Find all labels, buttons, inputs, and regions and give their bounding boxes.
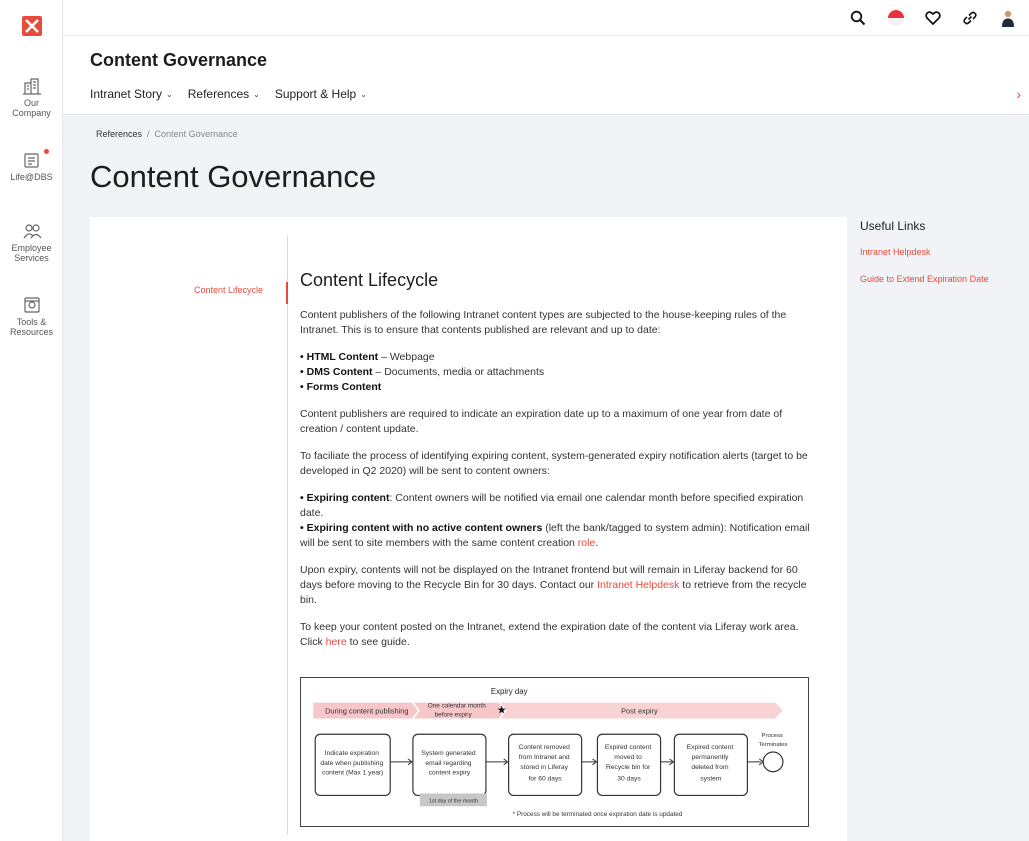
building-icon — [22, 77, 42, 95]
breadcrumb — [96, 129, 238, 139]
useful-links — [860, 219, 1020, 301]
breadcrumb-separator: / — [147, 129, 150, 139]
list-item: • Expiring content: Content owners will be notified via email one calendar month before specified expiration date. — [300, 492, 804, 519]
box-text: Content removed from Intranet and stored in Liferay for 60 days — [518, 744, 570, 783]
useful-links-title: Useful Links — [860, 219, 926, 233]
content-lifecycle-diagram — [300, 677, 809, 827]
rail-label: Tools & — [16, 317, 47, 327]
toc-active-marker — [286, 282, 288, 304]
chevron-down-icon: ⌄ — [166, 89, 173, 99]
list-item: • Forms Content — [300, 381, 382, 393]
notification-dot — [44, 149, 49, 154]
note-text: 1st day of the month — [428, 798, 478, 805]
chevron-down-icon: ⌄ — [253, 89, 260, 99]
role-link[interactable]: role — [577, 537, 596, 549]
here-link[interactable]: here — [325, 636, 347, 648]
star-icon: ★ — [496, 704, 507, 717]
section-heading: Content Lifecycle — [300, 270, 439, 290]
site-title[interactable]: Content Governance — [90, 50, 268, 70]
alerts-list — [300, 491, 810, 551]
diagram-footnote: * Process will be terminated once expiration date is updated — [512, 811, 683, 819]
link-icon[interactable] — [961, 9, 979, 27]
phase-label: During content publishing — [325, 706, 409, 716]
paragraph: Content publishers are required to indicate an expiration date up to a maximum of one year from date of creation / content update. — [300, 408, 783, 435]
main-nav — [90, 87, 382, 101]
left-rail — [0, 0, 63, 841]
paragraph: To keep your content posted on the Intranet, extend the expiration date of the content via Liferay work area. Click here to see guide. — [300, 621, 799, 648]
box-text: Expired content permanently deleted from system — [686, 744, 734, 783]
rail-label: Our — [23, 98, 39, 108]
dbs-logo-icon[interactable] — [22, 16, 42, 36]
rail-label: Employee — [11, 243, 52, 253]
list-item: • Expiring content with no active content owners (left the bank/tagged to system admin): Notification email will be sent to site members with the same content creation role. — [300, 522, 810, 549]
paragraph: Upon expiry, contents will not be displayed on the Intranet frontend but will remain in Liferay backend for 60 days before moving to the Recycle Bin for 30 days. Contact our Intranet Helpdesk to retrieve from the recycle bin. — [300, 564, 807, 606]
news-icon — [22, 151, 42, 169]
breadcrumb-current: Content Governance — [154, 129, 238, 139]
content-types-list — [300, 350, 810, 395]
phase-label: Post expiry — [621, 706, 658, 716]
search-icon[interactable] — [849, 9, 867, 27]
article — [300, 270, 810, 662]
box-text: Indicate expiration date when publishing content (Max 1 year) — [320, 749, 384, 777]
paragraph: To faciliate the process of identifying expiring content, system-generated expiry notification alerts (target to be developed in Q2 2020) will be sent to content owners: — [300, 450, 808, 477]
box-text: System generated email regarding content expiry — [421, 749, 476, 777]
rail-label: Resources — [9, 327, 54, 337]
rail-label: Life@DBS — [10, 172, 53, 182]
phase-label: One calendar month — [427, 702, 486, 710]
chevron-down-icon: ⌄ — [360, 89, 367, 99]
rail-label: Services — [14, 253, 49, 263]
people-icon — [22, 222, 42, 240]
nav-label: Intranet Story — [90, 87, 163, 101]
rail-item-life-at-dbs[interactable] — [0, 151, 63, 182]
rail-label: Company — [12, 108, 51, 118]
tools-icon — [22, 296, 42, 314]
breadcrumb-parent[interactable]: References — [96, 129, 143, 139]
rail-item-our-company[interactable] — [0, 77, 63, 118]
chevron-right-icon[interactable]: › — [1016, 86, 1021, 102]
box-text: Expired content moved to Recycle bin for 30 days — [604, 744, 652, 783]
intranet-helpdesk-link[interactable]: Intranet Helpdesk — [860, 247, 931, 257]
intranet-helpdesk-link[interactable]: Intranet Helpdesk — [597, 579, 680, 591]
list-item: • DMS Content – Documents, media or attachments — [300, 366, 545, 378]
guide-extend-expiration-link[interactable]: Guide to Extend Expiration Date — [860, 274, 989, 284]
terminate-circle — [763, 752, 783, 772]
toc-link-content-lifecycle[interactable]: Content Lifecycle — [194, 285, 264, 295]
nav-item-intranet-story[interactable] — [90, 87, 173, 101]
nav-item-references[interactable] — [188, 87, 260, 101]
nav-item-support-help[interactable] — [275, 87, 367, 101]
paragraph: Content publishers of the following Intranet content types are subjected to the house-keeping rules of the Intranet. This is to ensure that contents published are relevant and up to date: — [300, 309, 787, 336]
toc-divider — [287, 235, 288, 835]
singapore-flag-icon[interactable] — [887, 9, 905, 27]
expiry-day-label: Expiry day — [490, 686, 528, 696]
page-title: Content Governance — [90, 159, 377, 194]
phase-label: before expiry — [434, 711, 472, 719]
nav-label: References — [187, 87, 250, 101]
top-bar — [63, 0, 1029, 36]
end-label: Process Terminates — [758, 733, 788, 749]
nav-label: Support & Help — [274, 87, 357, 101]
rail-item-employee-services[interactable] — [0, 222, 63, 263]
avatar[interactable] — [999, 9, 1017, 27]
rail-item-tools-resources[interactable] — [0, 296, 63, 337]
content-card — [90, 217, 847, 841]
heart-icon[interactable] — [924, 9, 942, 27]
list-item: • HTML Content – Webpage — [300, 351, 435, 363]
site-header — [63, 36, 1029, 115]
